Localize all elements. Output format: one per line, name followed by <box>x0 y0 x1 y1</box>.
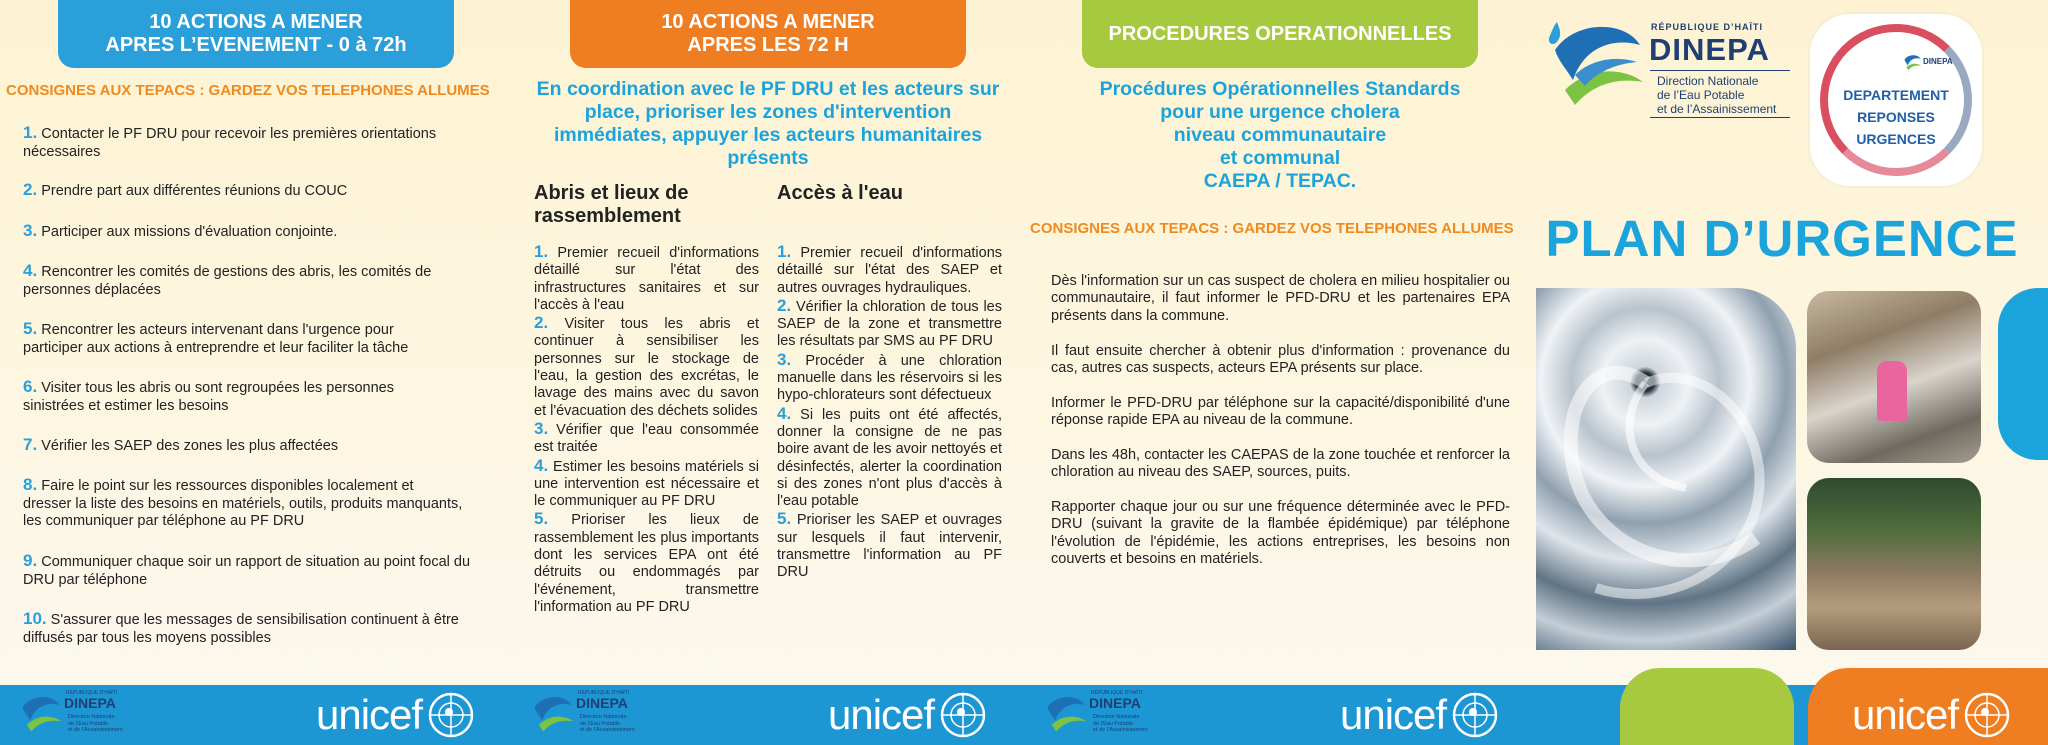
republic-label: RÉPUBLIQUE D’HAÏTI <box>1651 22 1764 32</box>
item-text: Prioriser les lieux de rassemblement les plus importants dont les services EPA ont été détruits ou endommagés par l'événement, transmettre l'information au PF DRU <box>534 512 759 615</box>
badge-small-name: DINEPA <box>1923 57 1953 66</box>
unicef-wordmark: unicef <box>316 691 423 738</box>
unicef-wordmark: unicef <box>1852 691 1959 738</box>
mini-line: de l’Eau Potable <box>1093 720 1134 727</box>
mini-line: et de l’Assainissement <box>68 727 123 733</box>
item-text: Visiter tous les abris et continuer à sensibiliser les personnes sur le stockage de l'eau, la gestion des excrétas, le lavage des mains avec du savon et l'évacuation des déchets solides <box>534 316 759 419</box>
item-number: 7. <box>23 435 38 454</box>
badge-line: DEPARTEMENT <box>1843 87 1949 103</box>
mini-line: Direction Nationale <box>1093 714 1140 720</box>
list-item <box>777 405 1002 511</box>
list-item <box>23 222 488 242</box>
un-globe-icon <box>940 692 986 738</box>
item-text: S'assurer que les messages de sensibilisation continuent à être diffusés par tous les moyens possibles <box>23 612 459 646</box>
item-text: Vérifier les SAEP des zones les plus affectées <box>41 438 339 454</box>
intro-line: et communal <box>1219 147 1341 169</box>
item-text: Estimer les besoins matériels si une intervention est nécessaire et le communiquer au PF DRU <box>534 458 759 510</box>
item-text: Vérifier que l'eau consommée est traitée <box>534 421 760 456</box>
item-number: 1. <box>23 123 38 142</box>
item-number: 2. <box>777 295 792 315</box>
item-text: Vérifier la chloration de tous les SAEP de la zone et transmettre les résultats par SMS au PF DRU <box>777 298 1002 350</box>
badge-line: URGENCES <box>1856 131 1936 147</box>
item-number: 6. <box>23 377 38 396</box>
item-number: 4. <box>777 403 792 423</box>
mini-line: Direction Nationale <box>68 714 115 720</box>
footer-dinepa-logo <box>18 690 158 740</box>
right-edge-tab <box>1998 288 2048 460</box>
list-item <box>534 243 759 314</box>
unicef-logo <box>316 690 474 740</box>
item-text: Procéder à une chloration manuelle dans les réservoirs si les hypo-chlorateurs sont défectueux <box>777 352 1002 404</box>
col1-list <box>534 243 759 616</box>
department-badge <box>1810 14 1982 186</box>
panel1-header <box>58 0 454 68</box>
procedure-paragraph: Dans les 48h, contacter les CAEPAS de la zone touchée et renforcer la chloration au niveau des SAEP, sources, puits. <box>1051 447 1510 481</box>
footer-green-tab <box>1620 668 1794 745</box>
un-globe-icon <box>1452 692 1498 738</box>
dinepa-line: Direction Nationale <box>1657 74 1759 88</box>
item-text: Si les puits ont été affectés, donner la consigne de ne pas boire avant de les avoir nettoyés et désinfectés, alerter la coordination si des zones n'ont plus d'accès à l'eau potable <box>777 406 1002 510</box>
intro-line: pour une urgence cholera <box>1160 101 1400 123</box>
item-number: 5. <box>534 509 549 529</box>
mini-republic: RÉPUBLIQUE D’HAÏTI <box>66 690 118 696</box>
footer-dinepa-logo <box>530 690 670 740</box>
dinepa-logo <box>1545 18 1790 118</box>
item-number: 3. <box>534 418 549 438</box>
list-item <box>23 124 488 161</box>
footer-dinepa-logo <box>1043 690 1183 740</box>
item-number: 1. <box>777 242 792 261</box>
item-text: Faire le point sur les ressources disponibles localement et dresser la liste des besoins en matériels, outils, produits manquants, les communiquer par téléphone au PF DRU <box>23 478 463 529</box>
item-number: 3. <box>23 221 38 240</box>
list-item <box>23 476 463 531</box>
dinepa-emblem-icon <box>1043 694 1087 736</box>
item-number: 2. <box>534 313 549 333</box>
badge-logo-icon <box>1902 54 1922 72</box>
dinepa-line: et de l’Assainissement <box>1657 102 1777 116</box>
panel3-intro <box>1060 78 1500 193</box>
badge-line: REPONSES <box>1857 109 1935 125</box>
mini-line: de l’Eau Potable <box>68 720 109 727</box>
hurricane-photo <box>1536 288 1796 650</box>
item-text: Rencontrer les acteurs intervenant dans l'urgence pour participer aux actions à entreprendre et leur faciliter la tâche <box>23 322 409 356</box>
item-number: 8. <box>23 475 38 494</box>
list-item <box>534 314 759 420</box>
item-text: Rencontrer les comités de gestions des abris, les comités de personnes déplacées <box>23 264 432 298</box>
item-number: 9. <box>23 551 38 570</box>
mini-dinepa: DINEPA <box>576 695 628 711</box>
panel3-consignes: CONSIGNES AUX TEPACS : GARDEZ VOS TELEPHONES ALLUMES <box>1030 220 1514 237</box>
intro-line: niveau communautaire <box>1173 124 1387 146</box>
panel2-header-line2: APRES LES 72 H <box>687 34 849 56</box>
mini-line: et de l’Assainissement <box>580 727 635 733</box>
flooded-street-photo <box>1807 291 1981 463</box>
list-item <box>23 610 488 647</box>
item-text: Contacter le PF DRU pour recevoir les premières orientations nécessaires <box>23 126 437 160</box>
list-item <box>23 320 433 357</box>
dinepa-emblem-icon <box>18 694 62 736</box>
list-item <box>23 552 488 589</box>
list-item <box>534 420 759 457</box>
unicef-wordmark: unicef <box>828 691 935 738</box>
mini-dinepa: DINEPA <box>64 695 116 711</box>
item-text: Premier recueil d'informations détaillé sur l'état des SAEP et autres ouvrages hydrauliques. <box>777 245 1003 296</box>
panel2-header-line1: 10 ACTIONS A MENER <box>661 11 875 33</box>
item-text: Prendre part aux différentes réunions du COUC <box>41 183 348 199</box>
item-text: Visiter tous les abris ou sont regroupées les personnes sinistrées et estimer les besoins <box>23 380 394 414</box>
list-item <box>777 510 1002 581</box>
item-text: Participer aux missions d'évaluation conjointe. <box>41 224 338 240</box>
intro-line: Procédures Opérationnelles Standards <box>1099 78 1461 100</box>
list-item <box>23 436 488 456</box>
mini-line: et de l’Assainissement <box>1093 727 1148 733</box>
un-globe-icon <box>1964 692 2010 738</box>
mini-republic: RÉPUBLIQUE D’HAÏTI <box>1091 690 1143 696</box>
item-text: Prioriser les SAEP et ouvrages sur lesquels il faut intervenir, transmettre l'information au PF DRU <box>777 512 1003 581</box>
mini-line: de l’Eau Potable <box>580 720 621 727</box>
list-item <box>23 378 433 415</box>
dinepa-emblem-icon <box>1545 20 1645 115</box>
person-figure <box>1877 361 1907 421</box>
procedure-paragraph: Dès l'information sur un cas suspect de cholera en milieu hospitalier ou communautaire, il faut informer le PFD-DRU et les partenaires EPA présents dans la commune. <box>1051 273 1510 324</box>
col1-title: Abris et lieux de rassemblement <box>534 182 689 227</box>
col2-title: Accès à l'eau <box>777 182 903 204</box>
item-number: 4. <box>23 261 38 280</box>
dinepa-line: de l’Eau Potable <box>1657 88 1745 102</box>
list-item <box>23 262 488 299</box>
panel1-consignes: CONSIGNES AUX TEPACS : GARDEZ VOS TELEPHONES ALLUMES <box>6 82 490 99</box>
item-number: 1. <box>534 242 549 261</box>
item-number: 5. <box>777 509 792 529</box>
panel1-header-line1: 10 ACTIONS A MENER <box>149 11 363 33</box>
item-number: 5. <box>23 319 38 338</box>
list-item <box>777 351 1002 405</box>
item-number: 10. <box>23 609 47 628</box>
item-text: Premier recueil d'informations détaillé sur l'état des infrastructures sanitaires et sur l'accès à l'eau <box>534 245 760 313</box>
mini-lines <box>68 714 123 734</box>
list-item <box>777 243 1002 297</box>
mini-dinepa: DINEPA <box>1089 695 1141 711</box>
mini-republic: RÉPUBLIQUE D’HAÏTI <box>578 690 630 696</box>
unicef-logo <box>1852 690 2010 740</box>
panel2-header <box>570 0 966 68</box>
panel2-intro: En coordination avec le PF DRU et les acteurs sur place, prioriser les zones d'intervention immédiates, appuyer les acteurs humanitaires présents <box>536 78 1000 169</box>
mini-line: Direction Nationale <box>580 714 627 720</box>
dinepa-underline <box>1650 70 1790 71</box>
item-number: 4. <box>534 455 549 475</box>
mini-lines <box>580 714 635 734</box>
item-text: Communiquer chaque soir un rapport de situation au point focal du DRU par téléphone <box>23 554 471 588</box>
col2-list <box>777 243 1002 582</box>
mini-lines <box>1093 714 1148 734</box>
item-number: 2. <box>23 180 38 199</box>
unicef-logo <box>828 690 986 740</box>
dinepa-name: DINEPA <box>1649 32 1770 67</box>
procedure-paragraph: Informer le PFD-DRU par téléphone sur la capacité/disponibilité d'une réponse rapide EPA au niveau de la commune. <box>1051 395 1510 429</box>
landslide-photo <box>1807 478 1981 650</box>
list-item <box>777 297 1002 351</box>
item-number: 3. <box>777 349 792 369</box>
dinepa-full-name <box>1657 74 1776 116</box>
panel3-header: PROCEDURES OPERATIONNELLES <box>1082 0 1478 68</box>
badge-text <box>1810 84 1982 150</box>
procedure-paragraph: Rapporter chaque jour ou sur une fréquence déterminée avec le PFD-DRU (suivant la gravite de la flambée épidémique) par téléphone l'évolution de l'épidémie, les actions entreprises, les besoins non couverts et besoins en matériels. <box>1051 499 1510 567</box>
hurricane-swirl-icon <box>1536 288 1796 650</box>
dinepa-emblem-icon <box>530 694 574 736</box>
dinepa-bottom-line <box>1650 117 1790 118</box>
intro-line: CAEPA / TEPAC. <box>1203 170 1357 192</box>
un-globe-icon <box>428 692 474 738</box>
list-item <box>534 510 759 616</box>
procedure-paragraph: Il faut ensuite chercher à obtenir plus d'information : provenance du cas, autres cas suspects, acteurs EPA présents sur place. <box>1051 343 1510 377</box>
unicef-logo <box>1340 690 1498 740</box>
list-item <box>534 457 759 511</box>
unicef-wordmark: unicef <box>1340 691 1447 738</box>
list-item <box>23 181 488 201</box>
panel1-header-line2: APRES L’EVENEMENT - 0 à 72h <box>105 34 407 56</box>
cover-title: PLAN D’URGENCE <box>1545 210 2019 267</box>
